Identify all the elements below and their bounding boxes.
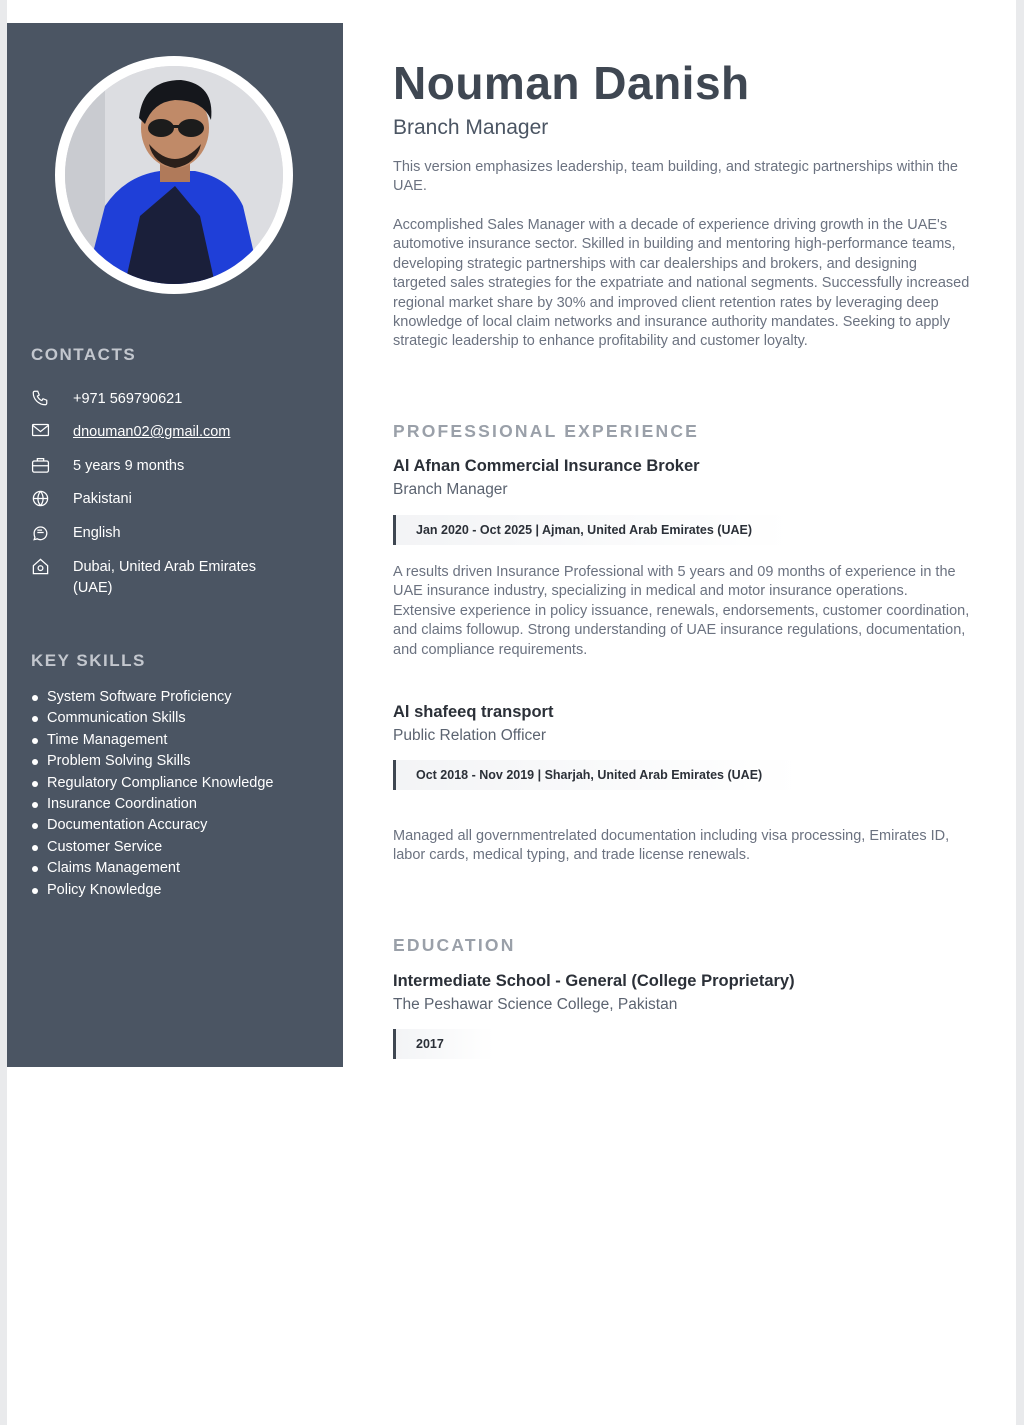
sidebar (7, 23, 343, 1067)
skill-item: Time Management (31, 730, 274, 751)
contact-phone (31, 389, 321, 410)
job-2-description: Managed all governmentrelated documentation including visa processing, Emirates ID, labor cards, medical typing, and trade license renewals. (393, 828, 950, 864)
job-1-company: Al Afnan Commercial Insurance Broker (393, 457, 700, 475)
profile-photo (65, 66, 283, 284)
language-text: English (73, 525, 121, 541)
nationality-text: Pakistani (73, 491, 132, 507)
page-top-margin (7, 0, 1016, 23)
home-location-icon (31, 557, 51, 577)
job-2-dates: Oct 2018 - Nov 2019 | Sharjah, United Arab Emirates (UAE) (393, 760, 802, 790)
education-school: The Peshawar Science College, Pakistan (393, 996, 678, 1013)
job-2-role: Public Relation Officer (393, 727, 547, 744)
resume-page (7, 0, 1016, 1425)
skill-item: Policy Knowledge (31, 880, 274, 901)
key-skills-list (31, 687, 274, 901)
globe-icon (31, 489, 51, 509)
location-text: Dubai, United Arab Emirates (UAE) (73, 559, 256, 596)
skill-item: Customer Service (31, 837, 274, 858)
skill-item: Regulatory Compliance Knowledge (31, 773, 274, 794)
phone-icon (31, 389, 51, 409)
skill-item: System Software Proficiency (31, 687, 274, 708)
contact-location (31, 557, 321, 599)
experience-text: 5 years 9 months (73, 458, 185, 474)
candidate-title: Branch Manager (393, 116, 549, 139)
skill-item: Insurance Coordination (31, 794, 274, 815)
candidate-name: Nouman Danish (393, 57, 750, 109)
job-2-company: Al shafeeq transport (393, 703, 554, 721)
phone-text: +971 569790621 (73, 391, 183, 407)
key-skills-heading: KEY SKILLS (31, 651, 146, 670)
skill-item: Problem Solving Skills (31, 751, 274, 772)
profile-photo-frame (55, 56, 293, 294)
education-degree: Intermediate School - General (College Proprietary) (393, 972, 795, 990)
contact-experience (31, 456, 321, 477)
education-year: 2017 (393, 1029, 494, 1059)
job-1-dates: Jan 2020 - Oct 2025 | Ajman, United Arab Emirates (UAE) (393, 515, 792, 545)
contact-email[interactable] (31, 422, 321, 443)
contact-nationality (31, 489, 321, 510)
summary-paragraph: Accomplished Sales Manager with a decade of experience driving growth in the UAE's automotive insurance sector. Skilled in building and mentoring high-performance teams, developing strategic partnerships with car dealerships and brokers, and designing targeted sales strategies for the expatriate and national segments. Successfully increased regional market share by 30% and improved client retention rates by leveraging deep knowledge of local claim networks and insurance authority mandates. Seeking to apply strategic leadership to enhance profitability and customer loyalty. (393, 217, 970, 350)
contact-language (31, 523, 321, 544)
skill-item: Communication Skills (31, 708, 274, 729)
email-link[interactable]: dnouman02@gmail.com (73, 424, 231, 440)
education-heading: EDUCATION (393, 935, 516, 955)
skill-item: Claims Management (31, 858, 274, 879)
briefcase-icon (31, 456, 51, 476)
contacts-heading: CONTACTS (31, 345, 137, 364)
job-1-description: A results driven Insurance Professional with 5 years and 09 months of experience in the UAE insurance industry, specializing in medical and motor insurance operations. Extensive experience in policy issuance, renewals, endorsements, customer coordination, and claims followup. Strong understanding of UAE insurance regulations, documentation, and compliance requirements. (393, 564, 970, 658)
envelope-icon (31, 422, 51, 442)
language-speech-icon (31, 523, 51, 543)
skill-item: Documentation Accuracy (31, 815, 274, 836)
job-1-role: Branch Manager (393, 481, 508, 498)
experience-heading: PROFESSIONAL EXPERIENCE (393, 421, 700, 441)
intro-paragraph: This version emphasizes leadership, team building, and strategic partnerships within the UAE. (393, 159, 958, 195)
